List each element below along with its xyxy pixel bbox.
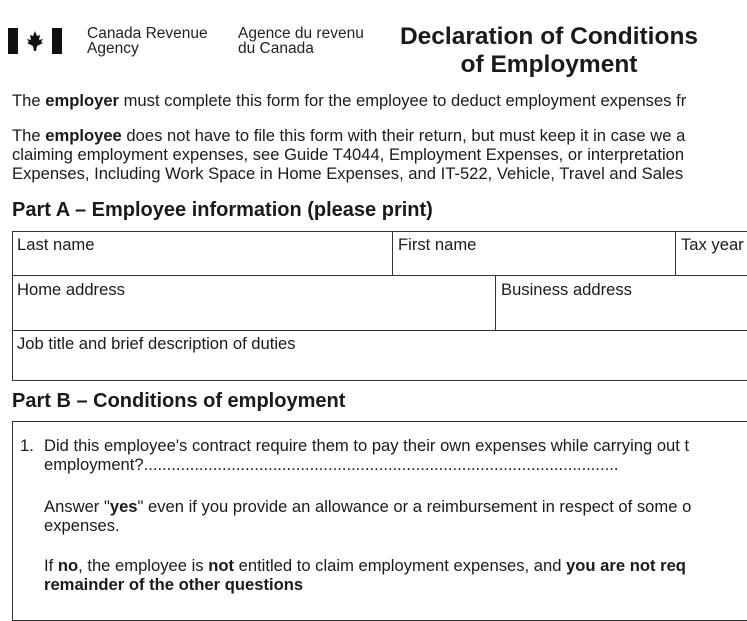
part-a-col-divider-1: [392, 231, 393, 276]
intro-paragraph-1: [12, 91, 686, 110]
last-name-label: Last name: [17, 235, 95, 254]
note-pre: Answer ": [44, 497, 110, 516]
intro-paragraph-2: [12, 126, 685, 183]
agency-fr-line1: Agence du revenu: [238, 25, 364, 42]
form-title-line2: of Employment: [460, 51, 638, 78]
first-name-field[interactable]: [394, 256, 674, 274]
question-1-note: [44, 497, 691, 535]
agency-en-line2: Agency: [87, 40, 139, 57]
question-1-line1: Did this employee's contract require them to pay their own expenses while carrying out t: [44, 436, 690, 455]
if-bold-not: not: [208, 556, 234, 575]
canada-flag-icon: [8, 28, 62, 54]
agency-name-en: [87, 26, 208, 56]
if-bold-not-required: you are not req: [566, 556, 686, 575]
business-address-field[interactable]: [497, 302, 746, 329]
intro-p2-post: does not have to file this form with their return, but must keep it in case we a: [121, 126, 686, 145]
agency-en-line1: Canada Revenue: [87, 25, 208, 42]
question-1-if-no: [44, 556, 686, 594]
job-title-label: Job title and brief description of duties: [17, 334, 296, 353]
note-post: " even if you provide an allowance or a reimbursement in respect of some o: [137, 497, 692, 516]
intro-p2-line2: claiming employment expenses, see Guide T4044, Employment Expenses, or interpretation: [12, 145, 685, 164]
if-mid: , the employee is: [78, 556, 209, 575]
note-line2: expenses.: [44, 516, 120, 535]
question-1-line2: employment?.......................................................................................................: [44, 455, 619, 474]
intro-p1-bold: employer: [45, 91, 119, 110]
agency-name-fr: [238, 26, 364, 56]
if-mid2: entitled to claim employment expenses, and: [234, 556, 567, 575]
job-title-field[interactable]: [13, 356, 746, 379]
intro-p1-pre: The: [12, 91, 46, 110]
form-title-line1: Declaration of Conditions: [399, 23, 699, 50]
question-1: [44, 436, 689, 474]
intro-p2-line3: Expenses, Including Work Space in Home Expenses, and IT-522, Vehicle, Travel and Sales: [12, 164, 684, 183]
last-name-field[interactable]: [13, 256, 391, 274]
if-bold-no: no: [57, 556, 79, 575]
tax-year-label: Tax year: [681, 235, 744, 254]
part-a-row-divider-1: [12, 275, 747, 276]
intro-p2-pre: The: [12, 126, 46, 145]
tax-year-field[interactable]: [677, 256, 746, 274]
note-bold: yes: [109, 497, 138, 516]
part-a-row-divider-2: [12, 330, 747, 331]
part-a-col-divider-3: [495, 275, 496, 331]
intro-p2-bold: employee: [45, 126, 122, 145]
agency-fr-line2: du Canada: [238, 40, 314, 57]
home-address-field[interactable]: [13, 302, 494, 329]
form-title: [384, 23, 714, 79]
home-address-label: Home address: [17, 280, 125, 299]
if-pre: If: [44, 556, 58, 575]
if-line2-bold: remainder of the other questions: [44, 575, 304, 594]
business-address-label: Business address: [501, 280, 632, 299]
part-a-heading: Part A – Employee information (please print): [12, 199, 433, 221]
first-name-label: First name: [398, 235, 477, 254]
intro-p1-post: must complete this form for the employee to deduct employment expenses fr: [119, 91, 687, 110]
question-1-number: 1.: [20, 436, 34, 455]
part-b-heading: Part B – Conditions of employment: [12, 390, 346, 412]
part-a-col-divider-2: [675, 231, 676, 276]
